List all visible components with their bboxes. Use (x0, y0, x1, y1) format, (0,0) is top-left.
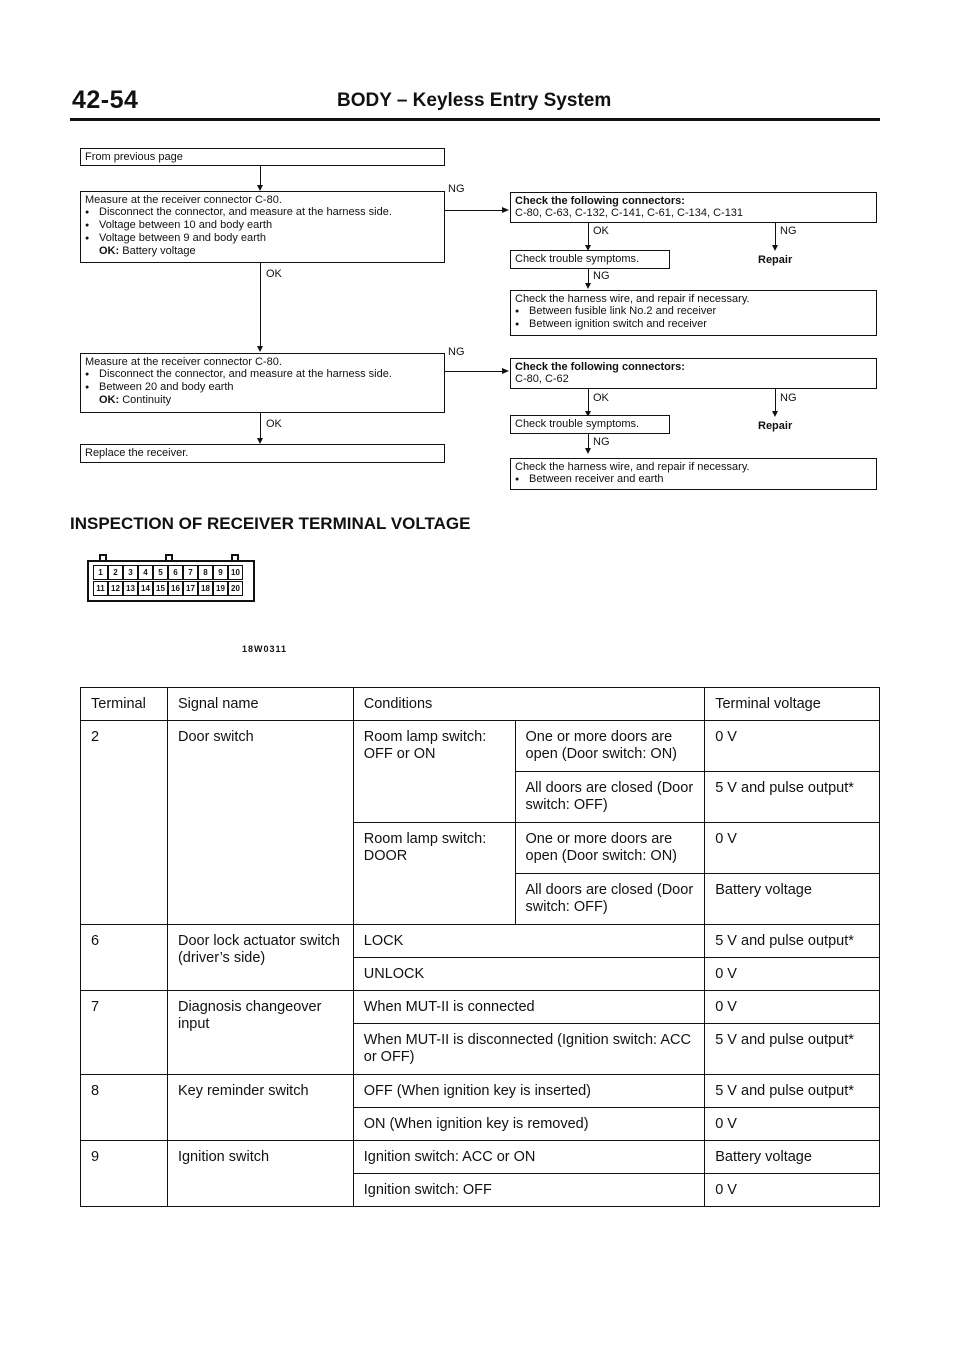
connector-pin: 17 (183, 581, 198, 596)
from-previous-page-text: From previous page (85, 151, 183, 163)
header-rule (70, 118, 880, 121)
condition-cell: All doors are closed (Door switch: OFF) (515, 772, 705, 823)
terminal-cell: 6 (81, 925, 168, 991)
condition-cell: Room lamp switch: DOOR (353, 823, 515, 925)
figure-code: 18W0311 (242, 644, 288, 654)
voltage-cell: 0 V (705, 823, 880, 874)
connector-pin: 9 (213, 565, 228, 580)
ng-line (445, 371, 503, 372)
measure-step-1-box (80, 191, 445, 263)
ng-branch-label: NG (593, 270, 610, 282)
table-row (81, 925, 880, 958)
ng-line (445, 210, 503, 211)
condition-cell: Room lamp switch: OFF or ON (353, 721, 515, 823)
connector-pin: 14 (138, 581, 153, 596)
signal-cell: Diagnosis changeover input (167, 991, 353, 1075)
condition-cell: ON (When ignition key is removed) (353, 1108, 704, 1141)
connector-line (260, 413, 261, 440)
condition-cell: LOCK (353, 925, 704, 958)
connector-pin: 6 (168, 565, 183, 580)
condition-cell: Ignition switch: OFF (353, 1174, 704, 1207)
voltage-cell: 0 V (705, 1174, 880, 1207)
check-connectors-title: Check the following connectors: (515, 361, 685, 373)
harness-check-1-box (510, 290, 877, 336)
measure-step-2-box (80, 353, 445, 413)
arrow-down (585, 448, 591, 454)
connector-pin: 19 (213, 581, 228, 596)
table-row (81, 1141, 880, 1174)
connector-pin: 18 (198, 581, 213, 596)
table-header-row (81, 688, 880, 721)
connector-pin: 4 (138, 565, 153, 580)
signal-cell: Door lock actuator switch (driver’s side) (167, 925, 353, 991)
connector-pin: 16 (168, 581, 183, 596)
connector-line (588, 223, 589, 247)
ng-branch-label: NG (780, 392, 797, 404)
receiver-connector-diagram (87, 554, 253, 600)
harness-check-bullet: ● Between fusible link No.2 and receiver (515, 305, 872, 318)
voltage-cell: Battery voltage (705, 1141, 880, 1174)
from-previous-page-box (80, 148, 445, 166)
connector-pin: 20 (228, 581, 243, 596)
check-connectors-title: Check the following connectors: (515, 195, 685, 207)
ng-label: NG (448, 183, 465, 195)
ok-value: Continuity (122, 394, 172, 406)
condition-cell: Ignition switch: ACC or ON (353, 1141, 704, 1174)
connector-line (775, 223, 776, 247)
section-title: INSPECTION OF RECEIVER TERMINAL VOLTAGE (70, 514, 471, 533)
voltage-cell: 5 V and pulse output* (705, 1075, 880, 1108)
page-title: BODY – Keyless Entry System (337, 90, 612, 111)
connector-pin: 12 (108, 581, 123, 596)
arrow-down (772, 411, 778, 417)
header-terminal: Terminal (81, 688, 168, 721)
connector-pin: 5 (153, 565, 168, 580)
check-trouble-symptoms-1-box (510, 250, 670, 269)
repair-label: Repair (758, 254, 793, 266)
ok-branch-label: OK (593, 225, 609, 237)
replace-receiver-text: Replace the receiver. (85, 447, 189, 459)
condition-cell: When MUT-II is disconnected (Ignition switch: ACC or OFF) (353, 1024, 704, 1075)
ok-branch-label: OK (266, 418, 282, 430)
measure-step-1-bullet: ● Voltage between 9 and body earth (85, 232, 440, 245)
arrow-right (502, 368, 509, 374)
connector-pin: 15 (153, 581, 168, 596)
repair-label: Repair (758, 420, 793, 432)
arrow-down (772, 245, 778, 251)
signal-cell: Door switch (167, 721, 353, 925)
connector-line (260, 263, 261, 347)
check-connectors-list: C-80, C-62 (515, 373, 569, 385)
connector-pin: 2 (108, 565, 123, 580)
ng-label: NG (448, 346, 465, 358)
page-number: 42-54 (72, 86, 139, 114)
measure-step-1-bullet: ● Voltage between 10 and body earth (85, 219, 440, 232)
arrow-down (257, 346, 263, 352)
voltage-cell: 0 V (705, 721, 880, 772)
harness-check-2-box (510, 458, 877, 490)
connector-line (588, 389, 589, 413)
connector-pin: 1 (93, 565, 108, 580)
ok-branch-label: OK (593, 392, 609, 404)
condition-cell: OFF (When ignition key is inserted) (353, 1075, 704, 1108)
terminal-cell: 9 (81, 1141, 168, 1207)
connector-body (87, 560, 255, 602)
arrow-right (502, 207, 509, 213)
header-terminal-voltage: Terminal voltage (705, 688, 880, 721)
voltage-cell: 0 V (705, 958, 880, 991)
signal-cell: Ignition switch (167, 1141, 353, 1207)
measure-step-2-bullet: ● Disconnect the connector, and measure at the harness side. (85, 368, 440, 381)
ng-branch-label: NG (780, 225, 797, 237)
signal-cell: Key reminder switch (167, 1075, 353, 1141)
check-trouble-symptoms-text: Check trouble symptoms. (515, 418, 640, 430)
table-row (81, 1075, 880, 1108)
connector-pin: 10 (228, 565, 243, 580)
connector-pin: 8 (198, 565, 213, 580)
condition-cell: All doors are closed (Door switch: OFF) (515, 874, 705, 925)
connector-line (260, 166, 261, 186)
condition-cell: When MUT-II is connected (353, 991, 704, 1024)
connector-line (775, 389, 776, 413)
harness-check-bullet: ● Between receiver and earth (515, 473, 872, 486)
ok-label: OK: (99, 394, 120, 406)
harness-check-title: Check the harness wire, and repair if necessary. (515, 461, 750, 473)
check-connectors-1-box (510, 192, 877, 223)
voltage-cell: 5 V and pulse output* (705, 925, 880, 958)
condition-cell: One or more doors are open (Door switch: ON) (515, 823, 705, 874)
harness-check-title: Check the harness wire, and repair if necessary. (515, 293, 750, 305)
voltage-cell: 0 V (705, 1108, 880, 1141)
measure-step-1-title: Measure at the receiver connector C-80. (85, 194, 282, 206)
connector-pin: 3 (123, 565, 138, 580)
table-row (81, 991, 880, 1024)
connector-pin: 7 (183, 565, 198, 580)
measure-step-2-bullet: ● Between 20 and body earth (85, 381, 440, 394)
voltage-cell: 5 V and pulse output* (705, 772, 880, 823)
connector-pin: 11 (93, 581, 108, 596)
connector-pin: 13 (123, 581, 138, 596)
check-trouble-symptoms-2-box (510, 415, 670, 434)
measure-step-1-bullet: ● Disconnect the connector, and measure at the harness side. (85, 206, 440, 219)
ng-branch-label: NG (593, 436, 610, 448)
condition-cell: UNLOCK (353, 958, 704, 991)
terminal-cell: 8 (81, 1075, 168, 1141)
check-trouble-symptoms-text: Check trouble symptoms. (515, 253, 640, 265)
terminal-cell: 2 (81, 721, 168, 925)
check-connectors-list: C-80, C-63, C-132, C-141, C-61, C-134, C-131 (515, 207, 744, 219)
check-connectors-2-box (510, 358, 877, 389)
ok-value: Battery voltage (122, 245, 196, 257)
table-row (81, 721, 880, 772)
voltage-cell: 0 V (705, 991, 880, 1024)
condition-cell: One or more doors are open (Door switch: ON) (515, 721, 705, 772)
terminal-voltage-table (80, 687, 880, 1207)
voltage-cell: 5 V and pulse output* (705, 1024, 880, 1075)
measure-step-2-title: Measure at the receiver connector C-80. (85, 356, 282, 368)
arrow-down (585, 283, 591, 289)
harness-check-bullet: ● Between ignition switch and receiver (515, 318, 872, 331)
terminal-cell: 7 (81, 991, 168, 1075)
voltage-cell: Battery voltage (705, 874, 880, 925)
header-signal-name: Signal name (167, 688, 353, 721)
ok-label: OK: (99, 245, 120, 257)
header-conditions: Conditions (353, 688, 704, 721)
ok-branch-label: OK (266, 268, 282, 280)
replace-receiver-box (80, 444, 445, 463)
